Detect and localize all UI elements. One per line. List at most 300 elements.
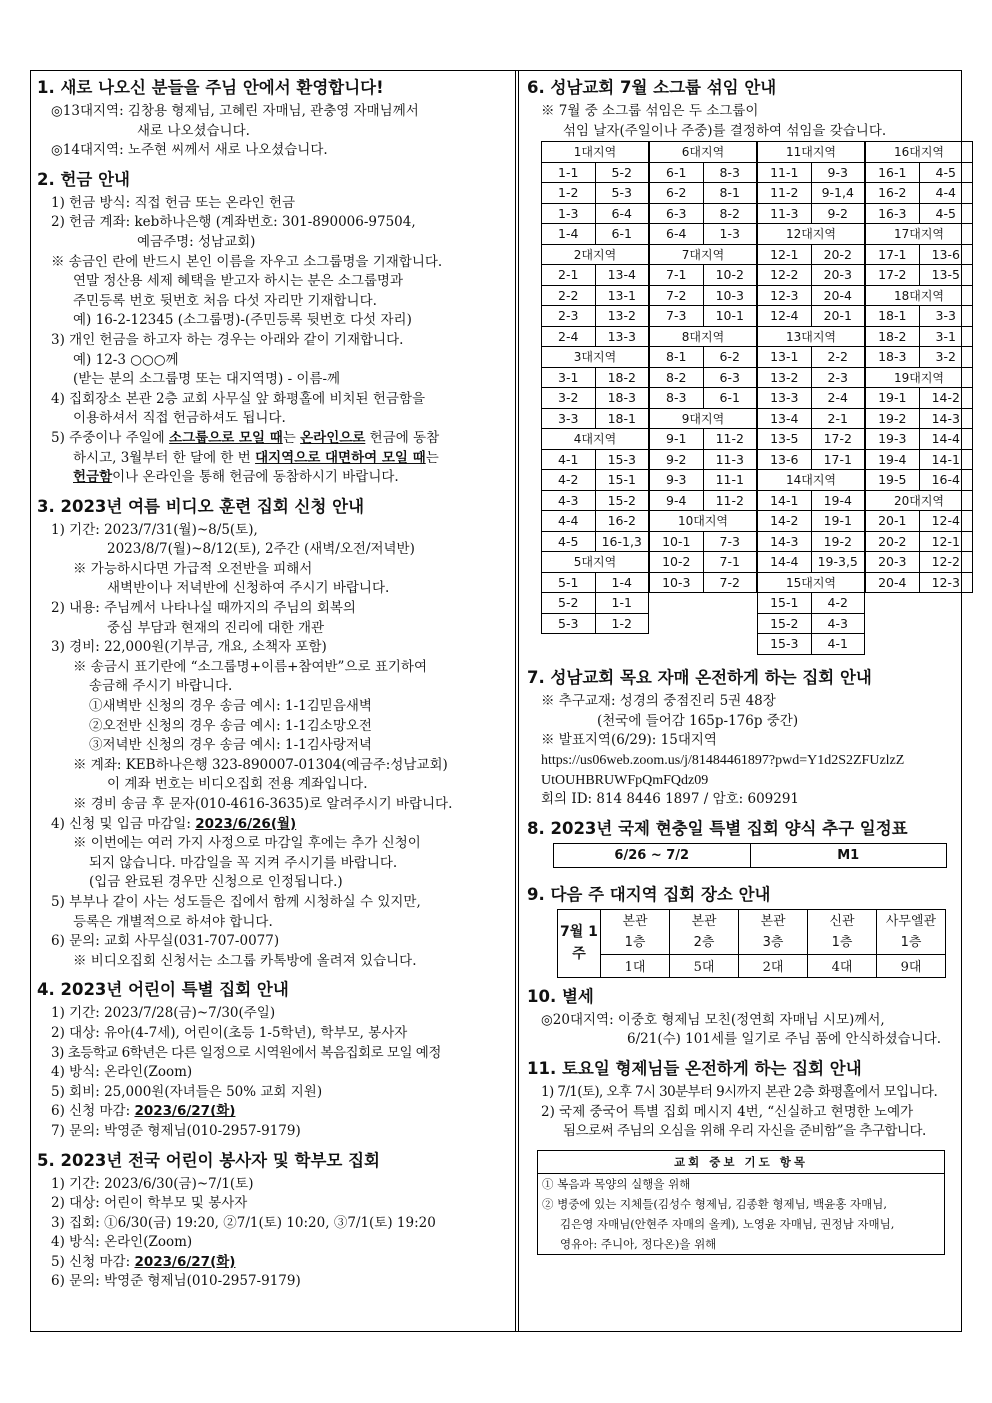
- text-line: [37, 815, 507, 835]
- text-line: ※ 발표지역(6/29): 15대지역: [541, 732, 717, 749]
- partner-group-cell: 19-4: [811, 490, 865, 511]
- partner-group-cell: 20-4: [811, 285, 865, 306]
- partner-group-cell: 4-2: [811, 593, 865, 614]
- region-header: 13대지역: [758, 326, 865, 347]
- group-cell: 18-1: [866, 306, 920, 327]
- section-title: 11. 토요일 형제님들 온전하게 하는 집회 안내: [527, 1058, 862, 1078]
- deadline-date: 2023/6/26(월): [195, 815, 297, 832]
- text-line: ②오전반 신청의 경우 송금 예시: 1-1김소망오전: [89, 717, 372, 734]
- group-cell: 4-4: [542, 511, 596, 532]
- table-row: [542, 265, 649, 286]
- table-row: [866, 367, 973, 388]
- group-cell: 20-3: [866, 552, 920, 573]
- group-cell: 13-3: [758, 388, 812, 409]
- group-cell: 7-3: [650, 306, 704, 327]
- mixing-schedule-grid: [541, 141, 960, 659]
- table-row: [758, 593, 865, 614]
- text-line: 섞임 날자(주일이나 주중)를 결정하여 섞임을 갖습니다.: [563, 122, 887, 139]
- section-title: 7. 성남교회 목요 자매 온전하게 하는 집회 안내: [527, 668, 872, 688]
- section-obituary: [527, 986, 955, 1050]
- table-row: [650, 408, 757, 429]
- table-row: [650, 285, 757, 306]
- section-title: 8. 2023년 국제 현충일 특별 집회 양식 추구 일정표: [527, 818, 908, 838]
- region-cell: 2대: [739, 954, 808, 977]
- text-line: 1) 기간: 2023/6/30(금)~7/1(토): [51, 1175, 254, 1192]
- floor-label: 1층: [900, 934, 922, 950]
- group-cell: 10-1: [650, 531, 704, 552]
- partner-group-cell: 1-4: [595, 572, 649, 593]
- text-line: 4) 방식: 온라인(Zoom): [51, 1234, 193, 1251]
- place-header: [670, 909, 739, 954]
- region-header: 17대지역: [866, 224, 973, 245]
- table-row: [650, 142, 757, 163]
- text-line: ※ 송금시 표기란에 “소그룹명+이름+참여반”으로 표기하여: [73, 658, 427, 675]
- section-welcome: [37, 77, 507, 161]
- group-cell: 2-2: [542, 285, 596, 306]
- text-line: 되지 않습니다. 마감일을 꼭 지켜 주시기를 바랍니다.: [89, 854, 398, 871]
- bulletin-frame: [30, 70, 962, 1332]
- table-row: [650, 490, 757, 511]
- group-cell: 3-2: [542, 388, 596, 409]
- partner-group-cell: 9-1,4: [811, 183, 865, 204]
- section-title: 3. 2023년 여름 비디오 훈련 집회 신청 안내: [37, 496, 365, 516]
- table-row: [542, 244, 649, 265]
- region-column: [757, 141, 865, 655]
- text-line: ①새벽반 신청의 경우 송금 예시: 1-1김믿음새벽: [89, 698, 372, 715]
- partner-group-cell: 9-2: [811, 203, 865, 224]
- table-row: [542, 183, 649, 204]
- table-row: [758, 511, 865, 532]
- partner-group-cell: 13-1: [595, 285, 649, 306]
- partner-group-cell: 19-1: [811, 511, 865, 532]
- text-line: 2) 헌금 계좌: keb하나은행 (계좌번호: 301-890006-97504,: [51, 214, 416, 231]
- text-line: (받는 분의 소그룹명 또는 대지역명) - 이름-께: [73, 371, 341, 388]
- table-row: [558, 909, 946, 954]
- text-line: 4) 집회장소 본관 2층 교회 사무실 앞 화평홀에 비치된 헌금함을: [51, 390, 426, 407]
- section-meeting-places: [527, 884, 955, 978]
- group-cell: 12-4: [758, 306, 812, 327]
- group-cell: 17-1: [866, 244, 920, 265]
- text-line: 3) 집회: ①6/30(금) 19:20, ②7/1(토) 10:20, ③7/1(토) 19:20: [51, 1214, 436, 1231]
- text-line: 1) 헌금 방식: 직접 헌금 또는 온라인 헌금: [51, 194, 296, 211]
- region-header: 2대지역: [542, 244, 649, 265]
- group-cell: 18-2: [866, 326, 920, 347]
- mixing-table: [541, 141, 649, 634]
- text-line: ※ 이번에는 여러 가지 사정으로 마감일 후에는 추가 신청이: [73, 835, 421, 852]
- group-cell: 7-2: [650, 285, 704, 306]
- partner-group-cell: 12-2: [919, 552, 973, 573]
- table-row: [542, 572, 649, 593]
- text-run: 6) 신청 마감:: [51, 1103, 135, 1120]
- prayer-item: ① 복음과 목양의 실행을 위해: [542, 1176, 691, 1191]
- text-line: 3) 초등학교 6학년은 다른 일정으로 시역원에서 복음집회로 모일 예정: [51, 1044, 441, 1061]
- partner-group-cell: 12-4: [919, 511, 973, 532]
- text-line: 새로 나오셨습니다.: [137, 122, 250, 139]
- partner-group-cell: 4-3: [811, 613, 865, 634]
- group-cell: 9-2: [650, 449, 704, 470]
- section-title: 6. 성남교회 7월 소그룹 섞임 안내: [527, 78, 777, 97]
- text-line: 2) 국제 중국어 특별 집회 메시지 4번, “신실하고 현명한 노예가: [541, 1103, 914, 1120]
- floor-label: 2층: [693, 934, 715, 950]
- emphasis-text: 온라인으로: [300, 429, 366, 446]
- partner-group-cell: 10-3: [703, 285, 757, 306]
- table-row: [758, 408, 865, 429]
- group-cell: 6-4: [650, 224, 704, 245]
- text-line: ③저녁반 신청의 경우 송금 예시: 1-1김사랑저녁: [89, 737, 372, 754]
- mixing-table: [865, 141, 973, 593]
- partner-group-cell: 2-4: [811, 388, 865, 409]
- partner-group-cell: 6-4: [595, 203, 649, 224]
- group-cell: 20-4: [866, 572, 920, 593]
- table-row: [542, 531, 649, 552]
- text-line: 4) 방식: 온라인(Zoom): [51, 1064, 193, 1081]
- emphasis-text: 소그룹으로 모일 때: [169, 429, 283, 446]
- text-run: 는: [282, 429, 301, 446]
- table-row: [650, 531, 757, 552]
- text-line: ※ 가능하시다면 가급적 오전반을 피해서: [73, 560, 313, 577]
- schedule-code: M1: [750, 843, 947, 867]
- text-line: [37, 449, 507, 469]
- text-line: 중심 부담과 현재의 진리에 대한 개관: [107, 619, 325, 636]
- group-cell: 12-2: [758, 265, 812, 286]
- partner-group-cell: 4-5: [919, 162, 973, 183]
- text-line: 5) 회비: 25,000원(자녀들은 50% 교회 지원): [51, 1083, 323, 1100]
- region-header: 7대지역: [650, 244, 757, 265]
- group-cell: 19-5: [866, 470, 920, 491]
- prayer-item: ② 병중에 있는 지체들(김성수 형제님, 김종환 형제님, 백윤홍 자매님,: [542, 1196, 888, 1211]
- partner-group-cell: 4-4: [919, 183, 973, 204]
- text-run: 는: [425, 449, 439, 466]
- group-cell: 6-3: [650, 203, 704, 224]
- text-line: ※ 계좌: KEB하나은행 323-890007-01304(예금주:성남교회): [73, 756, 448, 773]
- group-cell: 14-2: [758, 511, 812, 532]
- table-row: [866, 162, 973, 183]
- partner-group-cell: 5-2: [595, 162, 649, 183]
- region-cell: 1대: [601, 954, 670, 977]
- group-cell: 4-5: [542, 531, 596, 552]
- partner-group-cell: 6-1: [703, 388, 757, 409]
- region-header: 6대지역: [650, 142, 757, 163]
- region-header: 1대지역: [542, 142, 649, 163]
- region-column: [541, 141, 649, 634]
- region-header: 11대지역: [758, 142, 865, 163]
- partner-group-cell: 9-3: [811, 162, 865, 183]
- partner-group-cell: 3-1: [919, 326, 973, 347]
- group-cell: 9-4: [650, 490, 704, 511]
- building-name: 본관: [691, 913, 717, 929]
- place-header: [601, 909, 670, 954]
- mixing-table: [757, 141, 865, 655]
- partner-group-cell: 3-2: [919, 347, 973, 368]
- building-name: 사무엘관: [885, 913, 937, 929]
- group-cell: 11-1: [758, 162, 812, 183]
- partner-group-cell: 1-3: [703, 224, 757, 245]
- partner-group-cell: 13-2: [595, 306, 649, 327]
- group-cell: 19-4: [866, 449, 920, 470]
- table-row: [758, 162, 865, 183]
- section-title: 10. 별세: [527, 986, 594, 1006]
- text-line: 이용하셔서 직접 헌금하셔도 됩니다.: [73, 410, 286, 427]
- group-cell: 4-3: [542, 490, 596, 511]
- region-header: 16대지역: [866, 142, 973, 163]
- table-row: [866, 224, 973, 245]
- text-line: 3) 개인 헌금을 하고자 하는 경우는 아래와 같이 기재합니다.: [51, 331, 404, 348]
- partner-group-cell: 12-3: [919, 572, 973, 593]
- places-table: [557, 909, 946, 978]
- table-row: [650, 470, 757, 491]
- table-row: [542, 142, 649, 163]
- partner-group-cell: 4-5: [919, 203, 973, 224]
- table-row: [866, 572, 973, 593]
- zoom-link[interactable]: https://us06web.zoom.us/j/81484461897?pwd=Y1d2S2ZFUzlzZ: [541, 752, 905, 768]
- table-row: [866, 306, 973, 327]
- section-title: 1. 새로 나오신 분들을 주님 안에서 환영합니다!: [37, 78, 384, 97]
- partner-group-cell: 10-1: [703, 306, 757, 327]
- group-cell: 9-3: [650, 470, 704, 491]
- group-cell: 16-2: [866, 183, 920, 204]
- text-line: 예) 16-2-12345 (소그룹명)-(주민등록 뒷번호 다섯 자리): [73, 312, 412, 329]
- partner-group-cell: 7-2: [703, 572, 757, 593]
- partner-group-cell: 19-3,5: [811, 552, 865, 573]
- partner-group-cell: 16-2: [595, 511, 649, 532]
- partner-group-cell: 15-2: [595, 490, 649, 511]
- partner-group-cell: 15-3: [595, 449, 649, 470]
- text-run: 이나 온라인을 통해 헌금에 동참하시기 바랍니다.: [112, 469, 399, 486]
- table-row: [650, 326, 757, 347]
- text-line: 등록은 개별적으로 하셔야 합니다.: [73, 913, 273, 930]
- table-row: [542, 470, 649, 491]
- prayer-item: 영유아: 주니아, 정다온)을 위해: [560, 1236, 717, 1251]
- table-row: [650, 203, 757, 224]
- region-header: 3대지역: [542, 347, 649, 368]
- text-line: 됨으로써 주님의 오심을 위해 우리 자신을 준비함”을 추구합니다.: [563, 1123, 926, 1140]
- partner-group-cell: 12-1: [919, 531, 973, 552]
- table-row: [650, 367, 757, 388]
- text-line: 6) 문의: 교회 사무실(031-707-0077): [51, 933, 280, 950]
- table-row: [866, 203, 973, 224]
- partner-group-cell: 15-1: [595, 470, 649, 491]
- table-row: [542, 162, 649, 183]
- partner-group-cell: 7-3: [703, 531, 757, 552]
- text-line: 5) 부부나 같이 사는 성도들은 집에서 함께 시청하실 수 있지만,: [51, 893, 421, 910]
- partner-group-cell: 2-2: [811, 347, 865, 368]
- text-run: 5) 주중이나 주일에: [51, 429, 170, 446]
- partner-group-cell: 11-1: [703, 470, 757, 491]
- deadline-date: 2023/6/27(화): [134, 1253, 236, 1270]
- building-name: 본관: [622, 913, 648, 929]
- table-row: [866, 429, 973, 450]
- group-cell: 8-2: [650, 367, 704, 388]
- partner-group-cell: 18-3: [595, 388, 649, 409]
- table-row: [542, 593, 649, 614]
- group-cell: 1-3: [542, 203, 596, 224]
- group-cell: 19-2: [866, 408, 920, 429]
- partner-group-cell: 2-1: [811, 408, 865, 429]
- table-row: [758, 203, 865, 224]
- text-line: (입금 완료된 경우만 신청으로 인정됩니다.): [89, 874, 343, 891]
- partner-group-cell: 17-1: [811, 449, 865, 470]
- partner-group-cell: 7-1: [703, 552, 757, 573]
- group-cell: 15-1: [758, 593, 812, 614]
- section-title: 2. 헌금 안내: [37, 169, 130, 189]
- table-row: [866, 388, 973, 409]
- table-row: [758, 265, 865, 286]
- group-cell: 4-1: [542, 449, 596, 470]
- text-line: [37, 1253, 507, 1273]
- section-title: 9. 다음 주 대지역 집회 장소 안내: [527, 884, 771, 904]
- partner-group-cell: 13-5: [919, 265, 973, 286]
- column-divider: [515, 71, 519, 1331]
- region-header: 10대지역: [650, 511, 757, 532]
- text-line: 2) 내용: 주님께서 나타나실 때까지의 주님의 회복의: [51, 600, 356, 617]
- table-row: [866, 244, 973, 265]
- table-row: [542, 347, 649, 368]
- region-cell: 5대: [670, 954, 739, 977]
- floor-label: 1층: [831, 934, 853, 950]
- partner-group-cell: 18-2: [595, 367, 649, 388]
- table-row: [758, 613, 865, 634]
- region-header: 15대지역: [758, 572, 865, 593]
- table-row: [758, 572, 865, 593]
- text-line: ※ 추구교재: 성경의 중점진리 5권 48장: [541, 693, 776, 710]
- table-row: [542, 613, 649, 634]
- text-line: 6/21(수) 101세를 일기로 주님 품에 안식하셨습니다.: [627, 1031, 942, 1048]
- meeting-id: 회의 ID: 814 8446 1897 / 암호: 609291: [541, 791, 800, 808]
- region-header: 14대지역: [758, 470, 865, 491]
- text-line: 3) 경비: 22,000원(기부금, 개요, 소책자 포함): [51, 639, 327, 656]
- group-cell: 2-3: [542, 306, 596, 327]
- table-row: [650, 244, 757, 265]
- table-row: [758, 552, 865, 573]
- partner-group-cell: 16-4: [919, 470, 973, 491]
- zoom-link-continued[interactable]: UtOUHBRUWFpQmFQdz09: [541, 772, 709, 788]
- group-cell: 11-2: [758, 183, 812, 204]
- table-row: [866, 347, 973, 368]
- deadline-date: 2023/6/27(화): [134, 1103, 236, 1120]
- partner-group-cell: 13-4: [595, 265, 649, 286]
- section-offering: [37, 169, 507, 488]
- text-line: 2) 대상: 유아(4-7세), 어린이(초등 1-5학년), 학부모, 봉사자: [51, 1024, 408, 1041]
- group-cell: 14-1: [758, 490, 812, 511]
- table-row: [542, 490, 649, 511]
- region-column: [865, 141, 973, 593]
- section-volunteer-meeting: [37, 1150, 507, 1293]
- group-cell: 4-2: [542, 470, 596, 491]
- partner-group-cell: 11-3: [703, 449, 757, 470]
- place-header: [808, 909, 877, 954]
- group-cell: 6-1: [650, 162, 704, 183]
- table-row: [758, 388, 865, 409]
- region-header: 19대지역: [866, 367, 973, 388]
- prayer-box: [537, 1150, 945, 1255]
- partner-group-cell: 19-2: [811, 531, 865, 552]
- table-row: [758, 429, 865, 450]
- schedule-date: 6/26 ~ 7/2: [554, 843, 751, 867]
- region-cell: 9대: [877, 954, 946, 977]
- partner-group-cell: 10-2: [703, 265, 757, 286]
- region-header: 9대지역: [650, 408, 757, 429]
- text-line: 송금해 주시기 바랍니다.: [89, 678, 233, 695]
- table-row: [542, 224, 649, 245]
- partner-group-cell: 4-1: [811, 634, 865, 655]
- section-children-meeting: [37, 979, 507, 1141]
- group-cell: 2-4: [542, 326, 596, 347]
- region-header: 20대지역: [866, 490, 973, 511]
- table-row: [650, 265, 757, 286]
- group-cell: 19-1: [866, 388, 920, 409]
- group-cell: 15-2: [758, 613, 812, 634]
- group-cell: 14-3: [758, 531, 812, 552]
- partner-group-cell: 8-1: [703, 183, 757, 204]
- group-cell: 16-1: [866, 162, 920, 183]
- table-row: [866, 511, 973, 532]
- table-row: [758, 449, 865, 470]
- group-cell: 18-3: [866, 347, 920, 368]
- partner-group-cell: 8-2: [703, 203, 757, 224]
- table-row: [758, 347, 865, 368]
- group-cell: 20-1: [866, 511, 920, 532]
- table-row: [542, 408, 649, 429]
- group-cell: 2-1: [542, 265, 596, 286]
- text-line: 7) 문의: 박영준 형제님(010-2957-9179): [51, 1122, 301, 1139]
- emphasis-text: 헌금함: [73, 469, 113, 486]
- table-row: [758, 183, 865, 204]
- prayer-item: 김은영 자매님(안현주 자매의 올케), 노영윤 자매님, 권정남 자매님,: [560, 1216, 895, 1231]
- table-row: [650, 449, 757, 470]
- group-cell: 3-1: [542, 367, 596, 388]
- partner-group-cell: 14-4: [919, 429, 973, 450]
- text-line: 2) 대상: 어린이 학부모 및 봉사자: [51, 1195, 248, 1212]
- partner-group-cell: 18-1: [595, 408, 649, 429]
- partner-group-cell: 3-3: [919, 306, 973, 327]
- partner-group-cell: 5-3: [595, 183, 649, 204]
- table-row: [866, 183, 973, 204]
- table-row: [542, 449, 649, 470]
- partner-group-cell: 20-3: [811, 265, 865, 286]
- region-cell: 4대: [808, 954, 877, 977]
- text-line: ※ 7월 중 소그룹 섞임은 두 소그룹이: [541, 103, 759, 119]
- text-run: 헌금에 동참: [365, 429, 440, 446]
- section-memorial-schedule: [527, 818, 955, 868]
- table-row: [758, 470, 865, 491]
- text-line: 새벽반이나 저녁반에 신청하여 주시기 바랍니다.: [107, 580, 390, 597]
- table-row: [866, 142, 973, 163]
- text-line: 주민등록 번호 뒷번호 처음 다섯 자리만 기재합니다.: [73, 292, 377, 309]
- table-row: [758, 142, 865, 163]
- text-line: (천국에 들어감 165p-176p 중간): [597, 712, 799, 729]
- partner-group-cell: 20-1: [811, 306, 865, 327]
- table-row: [542, 388, 649, 409]
- table-row: [650, 183, 757, 204]
- group-cell: 14-4: [758, 552, 812, 573]
- schedule-table: [553, 843, 947, 868]
- table-row: [758, 285, 865, 306]
- group-cell: 13-4: [758, 408, 812, 429]
- partner-group-cell: 11-2: [703, 490, 757, 511]
- table-row: [866, 265, 973, 286]
- partner-group-cell: 17-2: [811, 429, 865, 450]
- table-row: [542, 367, 649, 388]
- table-row: [866, 408, 973, 429]
- partner-group-cell: 20-2: [811, 244, 865, 265]
- partner-group-cell: 6-2: [703, 347, 757, 368]
- group-cell: 5-2: [542, 593, 596, 614]
- group-cell: 10-3: [650, 572, 704, 593]
- table-row: [758, 367, 865, 388]
- group-cell: 6-2: [650, 183, 704, 204]
- table-row: [758, 531, 865, 552]
- right-column: [527, 77, 960, 1255]
